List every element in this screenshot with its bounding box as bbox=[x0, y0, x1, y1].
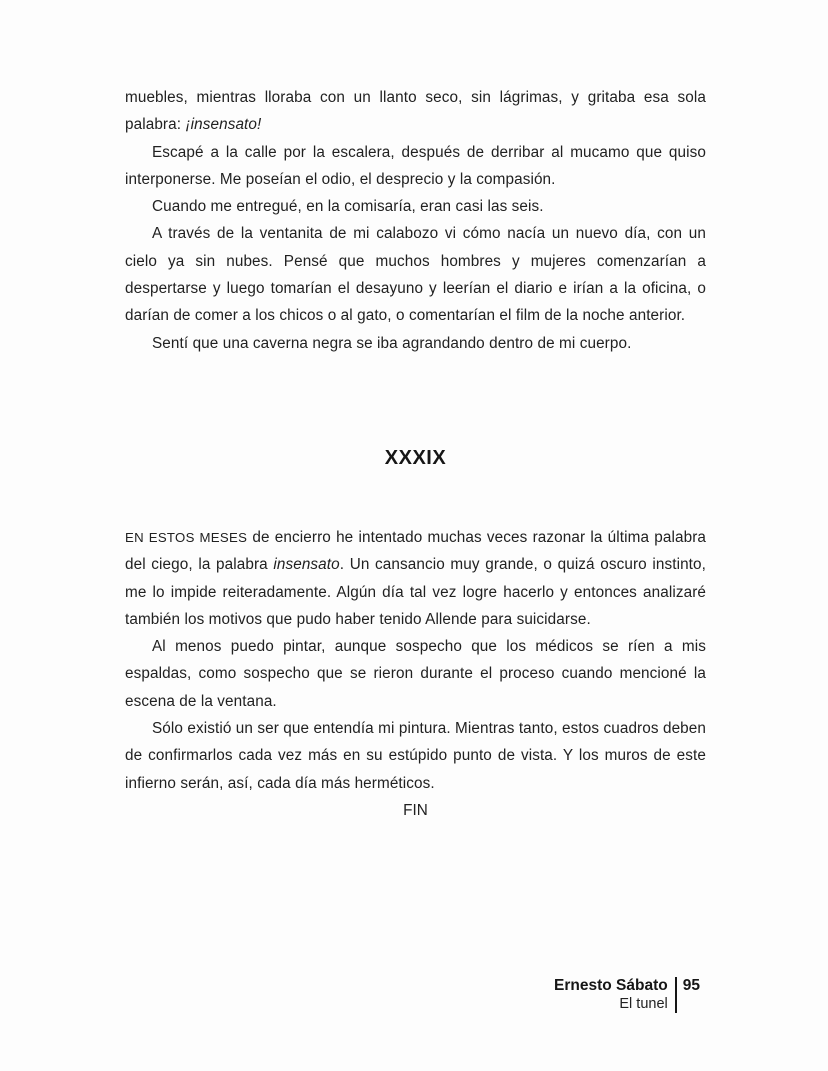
paragraph bbox=[125, 139, 706, 194]
text-segment: A través de la ventanita de mi calabozo vi cómo nacía un nuevo día, con un cielo ya sin nubes. Pensé que muchos hombres y mujeres comenzarían a despertarse y luego tomarían el desayuno y leerían el diario e irían a la oficina, o darían de comer a los chicos o al gato, o comentarían el film de la noche anterior. bbox=[125, 225, 706, 325]
paragraph bbox=[125, 330, 706, 357]
body-section-2 bbox=[125, 524, 706, 797]
text-block bbox=[125, 84, 706, 824]
footer-page-number: 95 bbox=[682, 977, 700, 994]
body-section-1 bbox=[125, 84, 706, 357]
paragraph bbox=[125, 220, 706, 329]
chapter-heading: XXXIX bbox=[384, 446, 447, 469]
paragraph bbox=[125, 633, 706, 715]
text-segment: de encierro he intentado muchas veces razonar la última palabra del ciego, la palabra bbox=[125, 528, 706, 574]
text-segment: Sólo existió un ser que entendía mi pintura. Mientras tanto, estos cuadros deben de confirmarlos cada vez más en su estúpido punto de vista. Y los muros de este infierno serán, así, cada día más herméticos. bbox=[125, 720, 706, 792]
text-segment: Escapé a la calle por la escalera, después de derribar al mucamo que quiso interponerse. Me poseían el odio, el desprecio y la compasión. bbox=[125, 143, 706, 188]
text-segment: muebles, mientras lloraba con un llanto seco, sin lágrimas, y gritaba esa sola palabra: bbox=[125, 89, 706, 134]
paragraph bbox=[125, 193, 706, 220]
text-segment: Sentí que una caverna negra se iba agrandando dentro de mi cuerpo. bbox=[152, 334, 632, 352]
footer-left bbox=[554, 976, 675, 1013]
text-segment: ¡insensato! bbox=[185, 116, 262, 134]
fin-label: FIN bbox=[403, 801, 428, 819]
footer-book-title: El tunel bbox=[619, 996, 668, 1012]
paragraph bbox=[125, 84, 706, 139]
text-segment: Al menos puedo pintar, aunque sospecho que los médicos se ríen a mis espaldas, como sospecho que se rieron durante el proceso cuando mencioné la escena de la ventana. bbox=[125, 638, 706, 710]
page-footer bbox=[554, 976, 700, 1013]
paragraph bbox=[125, 715, 706, 797]
text-segment: . Un cansancio muy grande, o quizá oscuro instinto, me lo impide reiteradamente. Algún día tal vez logre hacerlo y entonces analizaré también los motivos que pudo haber tenido Allende para suicidarse. bbox=[125, 556, 706, 628]
text-segment: Cuando me entregué, en la comisaría, eran casi las seis. bbox=[152, 198, 544, 216]
paragraph bbox=[125, 524, 706, 633]
text-segment: insensato bbox=[273, 556, 340, 574]
text-segment: EN ESTOS MESES bbox=[125, 529, 248, 545]
footer-author: Ernesto Sábato bbox=[554, 977, 668, 994]
